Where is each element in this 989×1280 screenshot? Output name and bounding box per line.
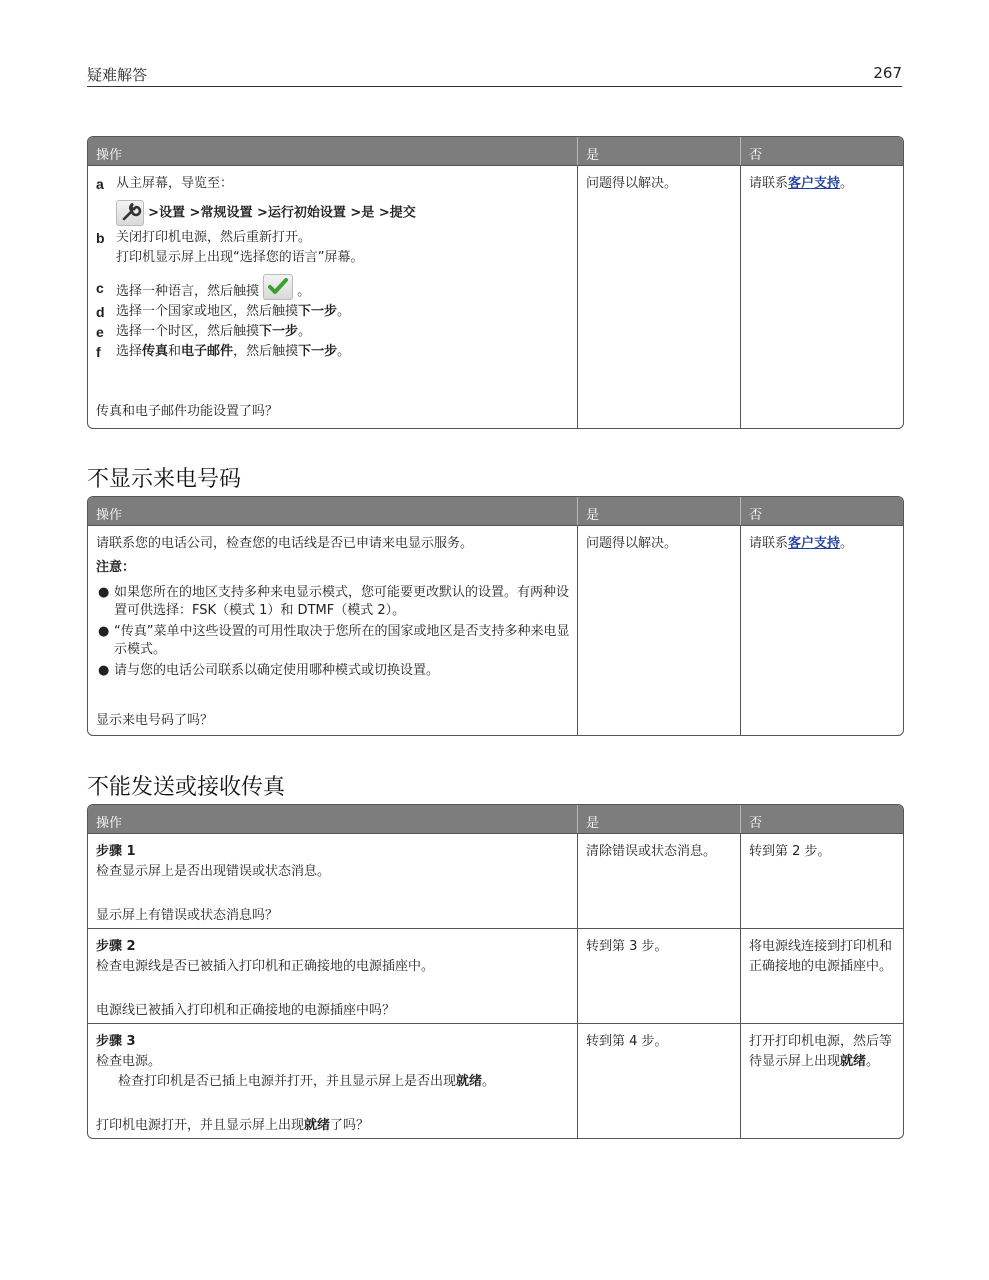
step-label: 步骤 1 xyxy=(96,844,136,859)
bullet-list xyxy=(96,584,571,680)
yes-cell: 问题得以解决。 xyxy=(577,526,740,735)
step-label: 步骤 3 xyxy=(96,1034,136,1049)
step-a: a 从主屏幕，导览至： xyxy=(96,176,234,192)
customer-support-link[interactable]: 客户支持 xyxy=(788,176,841,191)
nav-path xyxy=(96,200,571,228)
intro-text: 请联系您的电话公司，检查您的电话线是否已申请来电显示服务。 xyxy=(96,536,474,551)
col-action: 操作 xyxy=(96,816,123,831)
step-f: f 选择传真和电子邮件，然后触摸下一步。 xyxy=(96,344,351,360)
no-cell: 请联系客户支持。 xyxy=(740,166,903,428)
col-yes: 是 xyxy=(577,497,740,525)
checkmark-icon xyxy=(263,274,293,300)
table-header xyxy=(88,805,903,833)
table-initial-setup xyxy=(87,136,904,429)
action-cell xyxy=(88,929,577,1023)
yes-cell: 转到第 3 步。 xyxy=(577,929,740,1023)
bullet-dot: ● xyxy=(98,585,110,600)
question: 电源线已被插入打印机和正确接地的电源插座中吗？ xyxy=(96,1003,396,1018)
step-d: d 选择一个国家或地区，然后触摸下一步。 xyxy=(96,304,351,320)
no-cell: 打开打印机电源，然后等待显示屏上出现就绪。 xyxy=(740,1024,903,1138)
wrench-icon xyxy=(116,200,144,226)
col-action: 操作 xyxy=(96,148,123,163)
question: 显示屏上有错误或状态消息吗？ xyxy=(96,908,279,923)
col-action: 操作 xyxy=(96,508,123,523)
col-no: 否 xyxy=(740,137,903,165)
action-cell xyxy=(88,834,577,928)
list-item: ● 如果您所在的地区支持多种来电显示模式，您可能要更改默认的设置。有两种设置可供选择：FSK（模式 1）和 DTMF（模式 2）。 xyxy=(98,585,570,618)
table-row xyxy=(88,928,903,1023)
table-row xyxy=(88,525,903,735)
list-item: ● 请与您的电话公司联系以确定使用哪种模式或切换设置。 xyxy=(98,663,440,678)
table-row xyxy=(88,165,903,428)
page-number: 267 xyxy=(873,64,902,82)
note-label: 注意： xyxy=(96,560,136,575)
no-cell: 请联系客户支持。 xyxy=(740,526,903,735)
section-heading: 不能发送或接收传真 xyxy=(87,775,286,800)
yes-cell: 转到第 4 步。 xyxy=(577,1024,740,1138)
step-text: 检查显示屏上是否出现错误或状态消息。 xyxy=(96,864,331,879)
col-no: 否 xyxy=(740,497,903,525)
question: 传真和电子邮件功能设置了吗？ xyxy=(96,404,279,419)
col-yes: 是 xyxy=(577,805,740,833)
step-b: b 关闭打印机电源，然后重新打开。 xyxy=(96,230,312,246)
section-heading: 不显示来电号码 xyxy=(87,467,242,492)
action-cell xyxy=(88,526,577,735)
step-e: e 选择一个时区，然后触摸下一步。 xyxy=(96,324,312,340)
step-text: 检查电源线是否已被插入打印机和正确接地的电源插座中。 xyxy=(96,959,435,974)
table-row xyxy=(88,1023,903,1138)
table-fax-send-receive xyxy=(87,804,904,1139)
step-label: 步骤 2 xyxy=(96,939,136,954)
col-no: 否 xyxy=(740,805,903,833)
bullet-dot: ● xyxy=(98,663,110,678)
yes-cell: 问题得以解决。 xyxy=(577,166,740,428)
table-header xyxy=(88,497,903,525)
table-header xyxy=(88,137,903,165)
no-cell: 转到第 2 步。 xyxy=(740,834,903,928)
action-cell xyxy=(88,1024,577,1138)
question: 显示来电号码了吗？ xyxy=(96,713,214,728)
list-item: ● “传真”菜单中这些设置的可用性取决于您所在的国家或地区是否支持多种来电显示模式。 xyxy=(98,624,570,657)
action-cell xyxy=(88,166,577,428)
settings-path: >设置 >常规设置 >运行初始设置 >是 >提交 xyxy=(148,205,416,221)
step-text: 检查电源。 xyxy=(96,1054,162,1069)
no-cell: 将电源线连接到打印机和正确接地的电源插座中。 xyxy=(740,929,903,1023)
bullet-dot: ● xyxy=(98,624,110,639)
step-c: c 选择一种语言，然后触摸 。 xyxy=(96,274,571,302)
step-subtext: 检查打印机是否已插上电源并打开，并且显示屏上是否出现就绪。 xyxy=(118,1074,496,1089)
table-row xyxy=(88,833,903,928)
customer-support-link[interactable]: 客户支持 xyxy=(788,536,841,551)
table-caller-id xyxy=(87,496,904,736)
yes-cell: 清除错误或状态消息。 xyxy=(577,834,740,928)
section-title: 疑难解答 xyxy=(87,66,148,84)
page-header xyxy=(87,62,902,87)
col-yes: 是 xyxy=(577,137,740,165)
question: 打印机电源打开，并且显示屏上出现就绪了吗？ xyxy=(96,1118,370,1133)
step-b-note: 打印机显示屏上出现“选择您的语言”屏幕。 xyxy=(116,250,364,265)
